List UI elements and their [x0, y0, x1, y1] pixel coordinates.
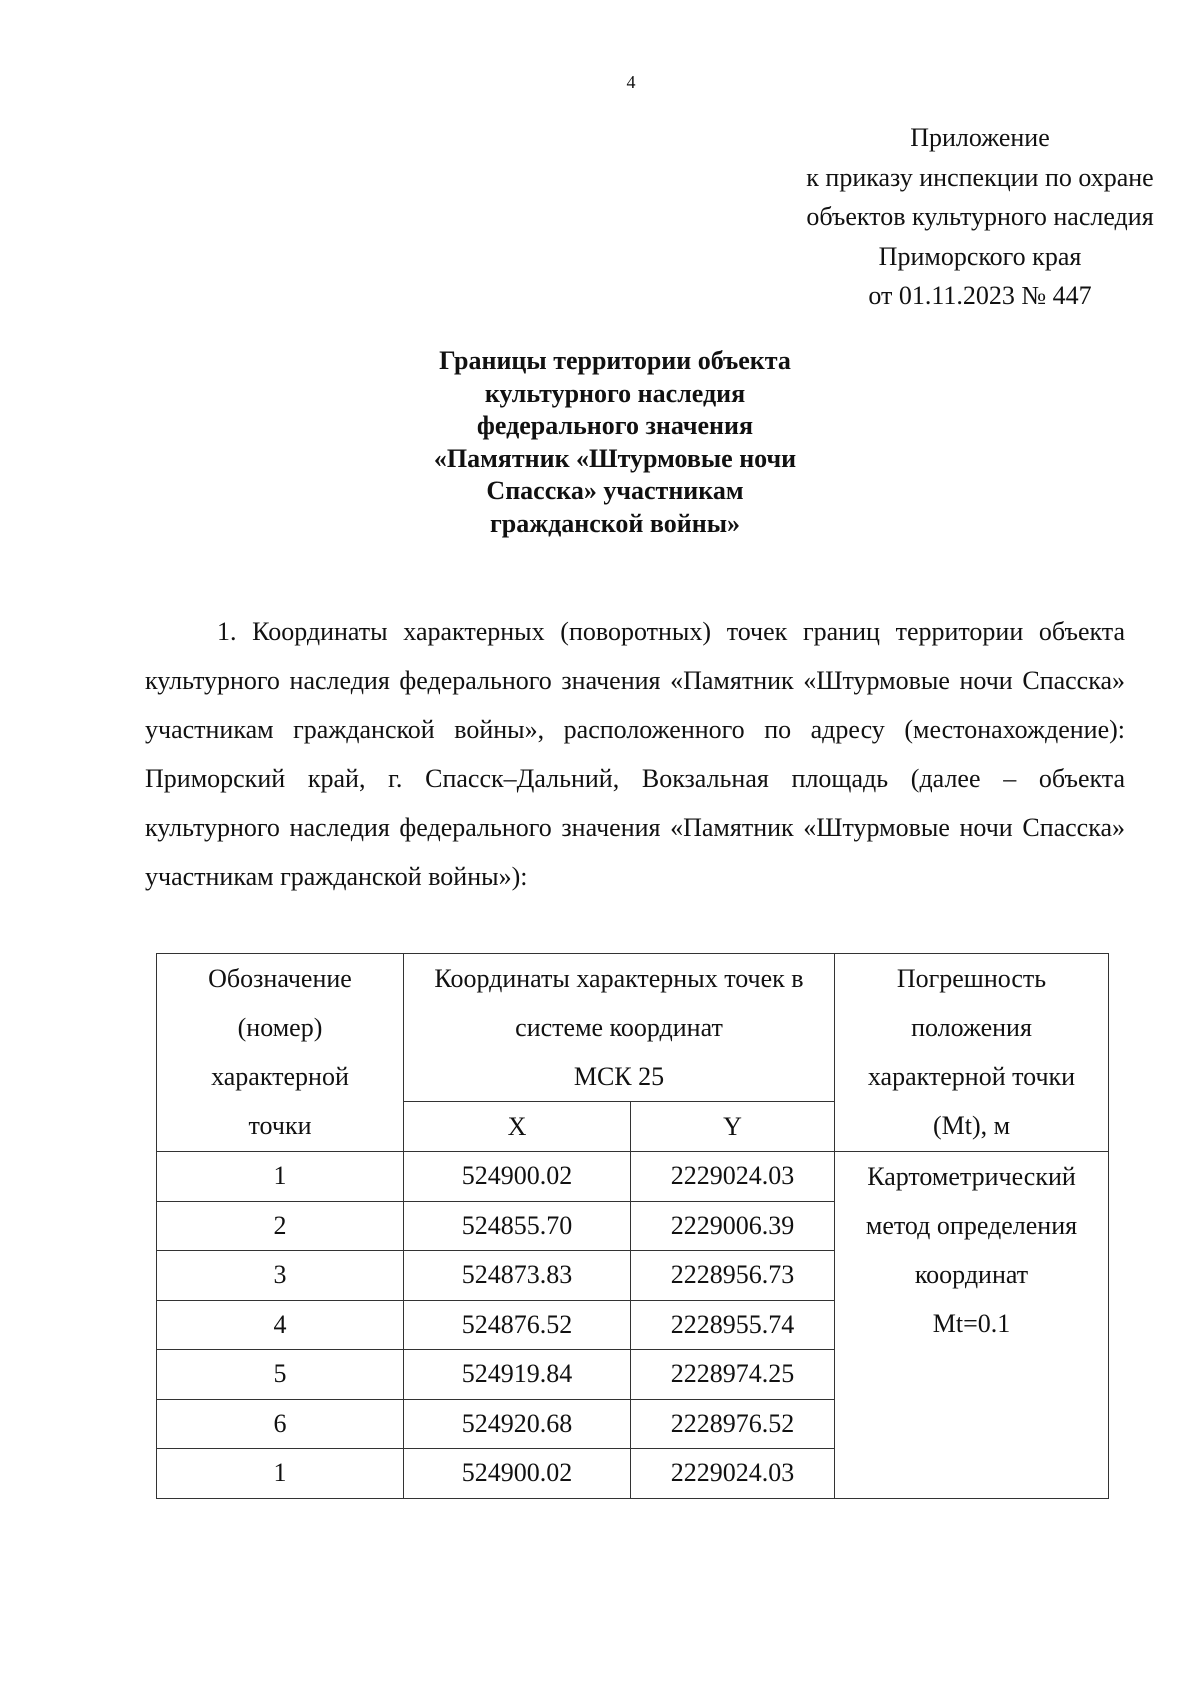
- header-point-designation: [157, 954, 404, 1152]
- header-accuracy: [835, 954, 1109, 1152]
- title-line: федерального значения: [476, 411, 754, 440]
- y-value: 2228974.25: [631, 1350, 835, 1400]
- method-line: координат: [914, 1260, 1029, 1289]
- y-value: 2228976.52: [631, 1399, 835, 1449]
- method-line: Mt=0.1: [932, 1309, 1011, 1338]
- header-line: положения: [911, 1013, 1032, 1042]
- method-line: метод определения: [865, 1211, 1078, 1240]
- header-line: Координаты характерных точек в: [434, 964, 804, 993]
- header-line: (Mt), м: [932, 1111, 1011, 1140]
- y-value: 2229024.03: [631, 1449, 835, 1499]
- appendix-line: Приложение: [910, 123, 1050, 152]
- header-line: характерной точки: [867, 1062, 1076, 1091]
- x-value: 524876.52: [404, 1300, 631, 1350]
- point-number: 6: [157, 1399, 404, 1449]
- header-y: Y: [631, 1102, 835, 1152]
- x-value: 524919.84: [404, 1350, 631, 1400]
- header-line: точки: [248, 1111, 312, 1140]
- appendix-line: объектов культурного наследия: [806, 202, 1154, 231]
- y-value: 2229006.39: [631, 1201, 835, 1251]
- point-number: 3: [157, 1251, 404, 1301]
- header-x: X: [404, 1102, 631, 1152]
- point-number: 1: [157, 1152, 404, 1202]
- x-value: 524920.68: [404, 1399, 631, 1449]
- header-line: МСК 25: [573, 1062, 665, 1091]
- title-line: гражданской войны»: [489, 508, 741, 538]
- point-number: 5: [157, 1350, 404, 1400]
- accuracy-method: [835, 1152, 1109, 1499]
- table-row: [157, 1152, 1109, 1202]
- y-value: 2228956.73: [631, 1251, 835, 1301]
- header-line: Погрешность: [896, 964, 1047, 993]
- method-line: Картометрический: [867, 1162, 1076, 1191]
- coordinates-table: [156, 953, 1109, 1499]
- table-header-row: [157, 954, 1109, 1102]
- header-coordinates: [404, 954, 835, 1102]
- x-value: 524873.83: [404, 1251, 631, 1301]
- point-number: 2: [157, 1201, 404, 1251]
- point-number: 1: [157, 1449, 404, 1499]
- header-line: системе координат: [515, 1013, 723, 1042]
- x-value: 524855.70: [404, 1201, 631, 1251]
- header-line: (номер): [237, 1013, 323, 1042]
- header-line: характерной: [211, 1062, 349, 1091]
- intro-paragraph: 1. Координаты характерных (поворотных) точек границ территории объекта культурного наследия федерального значения «Памятник «Штурмовые ночи Спасска» участникам гражданской войны», расположенного по адресу (местонахождение): Приморский край, г. Спасск–Дальний, Вокзальная площадь (далее – объекта культурного наследия федерального значения «Памятник «Штурмовые ночи Спасска» участникам гражданской войны»):: [145, 617, 1125, 891]
- appendix-line: к приказу инспекции по охране: [806, 162, 1154, 192]
- y-value: 2229024.03: [631, 1152, 835, 1202]
- title-line: «Памятник «Штурмовые ночи: [433, 443, 797, 473]
- appendix-block: [740, 118, 1200, 316]
- appendix-line: от 01.11.2023 № 447: [868, 281, 1092, 310]
- document-title: [360, 345, 870, 540]
- appendix-line: Приморского края: [878, 241, 1082, 271]
- page-number: 4: [626, 72, 636, 92]
- point-number: 4: [157, 1300, 404, 1350]
- title-line: Спасска» участникам: [486, 476, 744, 505]
- y-value: 2228955.74: [631, 1300, 835, 1350]
- title-line: Границы территории объекта: [439, 346, 791, 375]
- header-line: Обозначение: [208, 964, 352, 993]
- x-value: 524900.02: [404, 1449, 631, 1499]
- title-line: культурного наследия: [484, 378, 746, 408]
- x-value: 524900.02: [404, 1152, 631, 1202]
